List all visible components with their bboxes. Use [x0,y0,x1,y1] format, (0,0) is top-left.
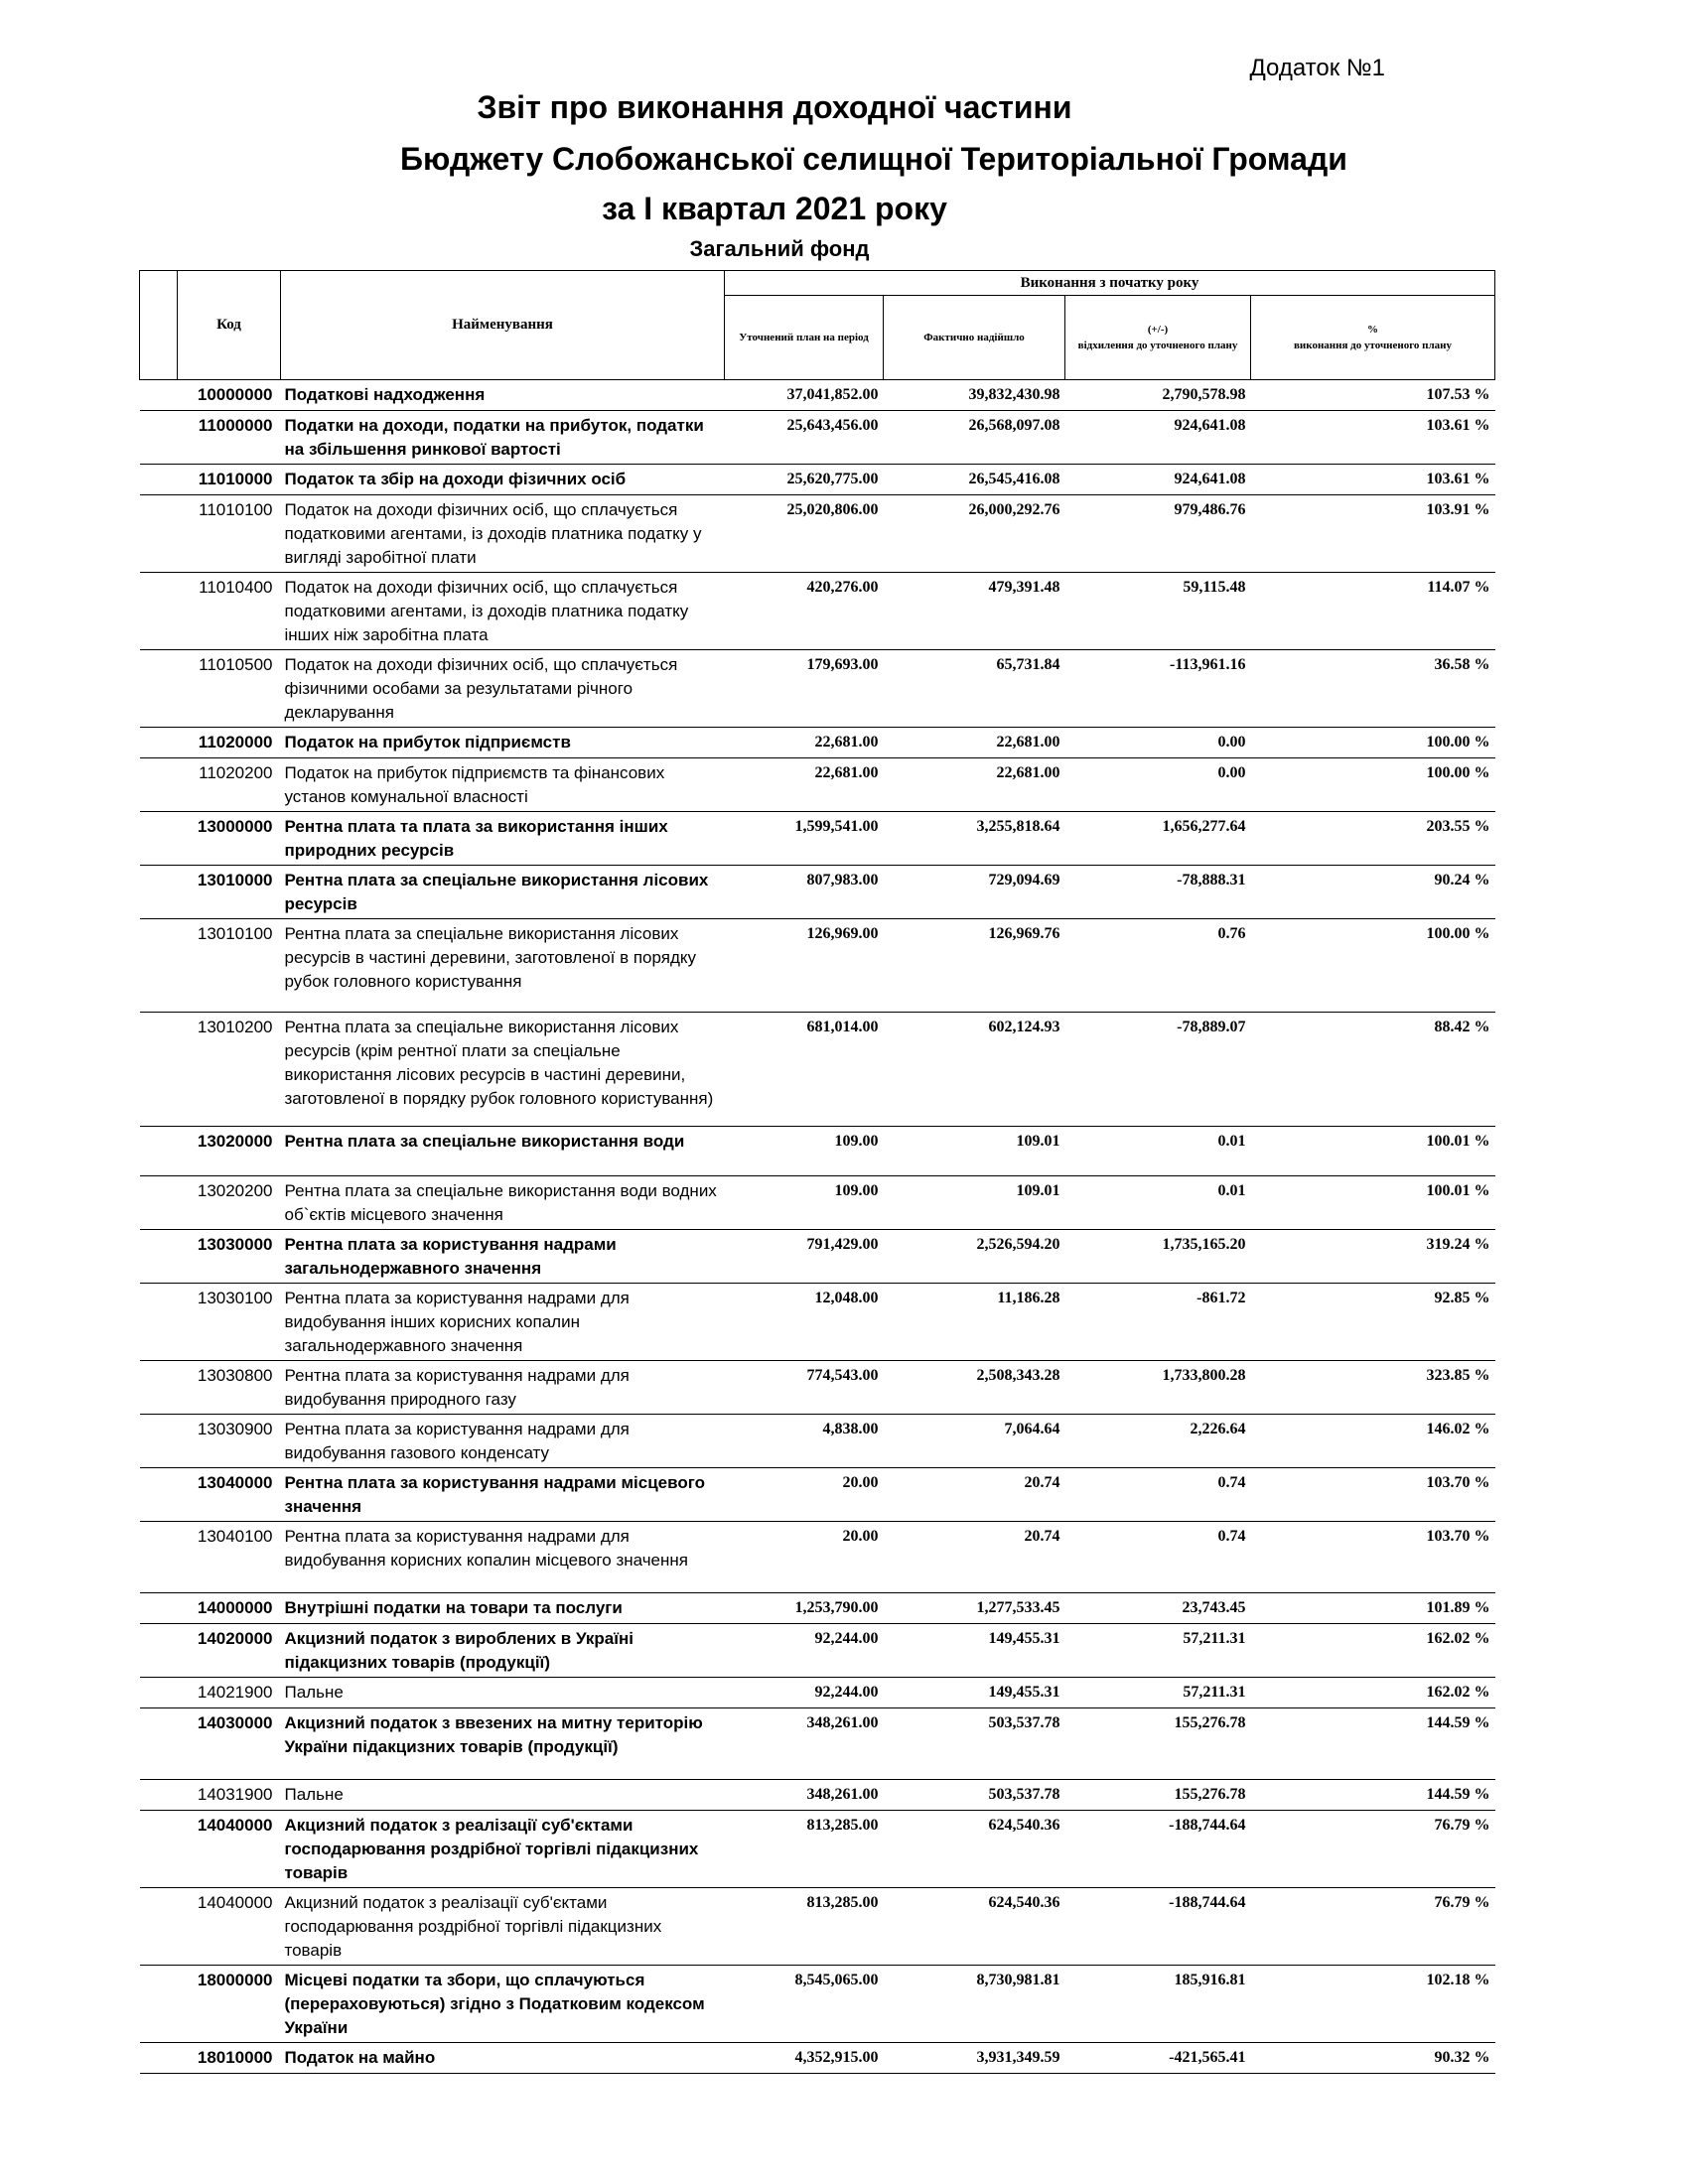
table-row [140,1013,1495,1127]
row-percent: 203.55 % [1251,812,1495,866]
row-blank-cell [140,1966,178,2043]
row-deviation: 979,486.76 [1065,495,1251,573]
row-plan: 126,969.00 [725,919,884,1013]
row-fact: 8,730,981.81 [884,1966,1065,2043]
report-title: Звіт про виконання доходної частини [477,89,1072,125]
row-percent: 323.85 % [1251,1361,1495,1415]
row-plan: 813,285.00 [725,1888,884,1966]
row-plan: 25,643,456.00 [725,411,884,465]
row-code: 11010500 [178,650,281,728]
row-fact: 26,000,292.76 [884,495,1065,573]
row-name: Пальне [281,1780,725,1811]
row-fact: 503,537.78 [884,1708,1065,1780]
row-name: Рентна плата за користування надрами для видобування природного газу [281,1361,725,1415]
deviation-header-text: відхилення до уточненого плану [1077,340,1238,351]
table-row [140,1708,1495,1780]
row-plan: 20.00 [725,1468,884,1522]
row-name: Рентна плата за користування надрами місцевого значення [281,1468,725,1522]
table-row [140,919,1495,1013]
row-deviation: 155,276.78 [1065,1708,1251,1780]
row-blank-cell [140,1230,178,1284]
row-deviation: 57,211.31 [1065,1678,1251,1708]
row-code: 14021900 [178,1678,281,1708]
table-row [140,1468,1495,1522]
row-percent: 144.59 % [1251,1780,1495,1811]
row-name: Місцеві податки та збори, що сплачуються (перераховуються) згідно з Податковим кодексом України [281,1966,725,2043]
row-code: 13040000 [178,1468,281,1522]
appendix-label: Додаток №1 [1249,55,1385,81]
row-code: 14000000 [178,1593,281,1624]
row-deviation: -188,744.64 [1065,1888,1251,1966]
table-row [140,495,1495,573]
row-blank-cell [140,812,178,866]
row-plan: 109.00 [725,1176,884,1230]
row-blank-cell [140,758,178,812]
table-row [140,1230,1495,1284]
row-plan: 22,681.00 [725,758,884,812]
row-blank-cell [140,495,178,573]
row-deviation: -78,888.31 [1065,866,1251,919]
row-deviation: -78,889.07 [1065,1013,1251,1127]
row-deviation: 1,656,277.64 [1065,812,1251,866]
row-plan: 681,014.00 [725,1013,884,1127]
table-row [140,728,1495,758]
row-fact: 624,540.36 [884,1811,1065,1888]
fund-label: Загальний фонд [689,236,870,261]
row-name: Рентна плата за спеціальне використання води водних об`єктів місцевого значення [281,1176,725,1230]
row-name: Рентна плата за користування надрами для видобування газового конденсату [281,1415,725,1468]
row-deviation: 0.00 [1065,728,1251,758]
row-name: Податок на прибуток підприємств [281,728,725,758]
row-plan: 1,599,541.00 [725,812,884,866]
row-percent: 102.18 % [1251,1966,1495,2043]
row-fact: 624,540.36 [884,1888,1065,1966]
row-percent: 100.01 % [1251,1176,1495,1230]
row-name: Рентна плата за користування надрами загальнодержавного значення [281,1230,725,1284]
row-code: 18010000 [178,2043,281,2074]
row-blank-cell [140,465,178,495]
row-name: Податок на доходи фізичних осіб, що сплачується податковими агентами, із доходів платника податку інших ніж заробітна плата [281,573,725,650]
percent-header [1251,296,1495,380]
row-deviation: 924,641.08 [1065,465,1251,495]
row-deviation: 924,641.08 [1065,411,1251,465]
row-blank-cell [140,1624,178,1678]
row-percent: 162.02 % [1251,1624,1495,1678]
row-code: 14020000 [178,1624,281,1678]
table-row [140,1593,1495,1624]
row-code: 14040000 [178,1811,281,1888]
row-code: 13030800 [178,1361,281,1415]
row-blank-cell [140,1678,178,1708]
row-plan: 22,681.00 [725,728,884,758]
row-deviation: 0.76 [1065,919,1251,1013]
table-row [140,1624,1495,1678]
row-fact: 26,545,416.08 [884,465,1065,495]
row-fact: 65,731.84 [884,650,1065,728]
blank-header [140,271,178,380]
report-period: за I квартал 2021 року [602,191,947,226]
row-deviation: -188,744.64 [1065,1811,1251,1888]
row-percent: 76.79 % [1251,1888,1495,1966]
row-fact: 22,681.00 [884,758,1065,812]
row-fact: 22,681.00 [884,728,1065,758]
row-code: 14031900 [178,1780,281,1811]
table-row [140,866,1495,919]
row-percent: 107.53 % [1251,380,1495,411]
row-fact: 3,931,349.59 [884,2043,1065,2074]
table-row [140,573,1495,650]
table-row [140,1811,1495,1888]
row-code: 18000000 [178,1966,281,2043]
row-name: Податкові надходження [281,380,725,411]
row-percent: 103.70 % [1251,1468,1495,1522]
row-percent: 319.24 % [1251,1230,1495,1284]
row-code: 13030100 [178,1284,281,1361]
deviation-header [1065,296,1251,380]
row-deviation: -421,565.41 [1065,2043,1251,2074]
row-blank-cell [140,866,178,919]
report-subtitle: Бюджету Слобожанської селищної Територіальної Громади [400,141,1347,177]
row-name: Акцизний податок з вироблених в Україні підакцизних товарів (продукції) [281,1624,725,1678]
row-plan: 348,261.00 [725,1708,884,1780]
row-name: Акцизний податок з реалізації суб'єктами господарювання роздрібної торгівлі підакцизних товарів [281,1888,725,1966]
row-name: Акцизний податок з реалізації суб'єктами господарювання роздрібної торгівлі підакцизних товарів [281,1811,725,1888]
row-fact: 3,255,818.64 [884,812,1065,866]
row-deviation: 185,916.81 [1065,1966,1251,2043]
row-name: Пальне [281,1678,725,1708]
row-percent: 92.85 % [1251,1284,1495,1361]
row-deviation: 1,733,800.28 [1065,1361,1251,1415]
row-blank-cell [140,650,178,728]
percent-header-sign: % [1367,323,1378,336]
row-blank-cell [140,1361,178,1415]
table-row [140,1176,1495,1230]
row-code: 14030000 [178,1708,281,1780]
row-name: Внутрішні податки на товари та послуги [281,1593,725,1624]
row-code: 11010400 [178,573,281,650]
row-plan: 813,285.00 [725,1811,884,1888]
row-plan: 25,020,806.00 [725,495,884,573]
table-row [140,411,1495,465]
row-plan: 92,244.00 [725,1624,884,1678]
table-row [140,380,1495,411]
row-name: Податок та збір на доходи фізичних осіб [281,465,725,495]
row-code: 13020000 [178,1127,281,1176]
row-percent: 90.24 % [1251,866,1495,919]
row-blank-cell [140,1811,178,1888]
table-row [140,758,1495,812]
row-plan: 420,276.00 [725,573,884,650]
table-row [140,2043,1495,2074]
row-fact: 11,186.28 [884,1284,1065,1361]
row-deviation: 0.00 [1065,758,1251,812]
table-row [140,465,1495,495]
table-row [140,1415,1495,1468]
row-plan: 4,838.00 [725,1415,884,1468]
row-fact: 20.74 [884,1522,1065,1593]
table-row [140,1678,1495,1708]
row-blank-cell [140,573,178,650]
table-row [140,1127,1495,1176]
row-percent: 100.01 % [1251,1127,1495,1176]
row-fact: 479,391.48 [884,573,1065,650]
row-blank-cell [140,2043,178,2074]
row-blank-cell [140,919,178,1013]
table-row [140,1522,1495,1593]
row-blank-cell [140,1013,178,1127]
row-fact: 2,508,343.28 [884,1361,1065,1415]
row-name: Податок на майно [281,2043,725,2074]
row-name: Рентна плата за спеціальне використання лісових ресурсів (крім рентної плати за спеціальне використання лісових ресурсів в частині деревини, заготовленої в порядку рубок головного користування) [281,1013,725,1127]
row-percent: 100.00 % [1251,728,1495,758]
row-code: 11010000 [178,465,281,495]
row-deviation: -113,961.16 [1065,650,1251,728]
row-name: Податки на доходи, податки на прибуток, податки на збільшення ринкової вартості [281,411,725,465]
row-percent: 146.02 % [1251,1415,1495,1468]
row-percent: 103.61 % [1251,411,1495,465]
row-percent: 103.61 % [1251,465,1495,495]
row-percent: 103.70 % [1251,1522,1495,1593]
row-plan: 1,253,790.00 [725,1593,884,1624]
row-fact: 26,568,097.08 [884,411,1065,465]
table-row [140,1284,1495,1361]
row-name: Рентна плата за спеціальне використання лісових ресурсів в частині деревини, заготовленої в порядку рубок головного користування [281,919,725,1013]
row-blank-cell [140,1284,178,1361]
row-percent: 114.07 % [1251,573,1495,650]
row-deviation: 2,790,578.98 [1065,380,1251,411]
row-code: 13000000 [178,812,281,866]
row-fact: 602,124.93 [884,1013,1065,1127]
row-percent: 90.32 % [1251,2043,1495,2074]
row-percent: 144.59 % [1251,1708,1495,1780]
row-plan: 25,620,775.00 [725,465,884,495]
row-name: Рентна плата за користування надрами для видобування інших корисних копалин загальнодержавного значення [281,1284,725,1361]
row-fact: 109.01 [884,1127,1065,1176]
row-code: 11020200 [178,758,281,812]
row-blank-cell [140,411,178,465]
row-blank-cell [140,1708,178,1780]
row-percent: 103.91 % [1251,495,1495,573]
row-deviation: 0.74 [1065,1468,1251,1522]
row-code: 13020200 [178,1176,281,1230]
row-percent: 100.00 % [1251,758,1495,812]
row-blank-cell [140,380,178,411]
table-row [140,1780,1495,1811]
row-fact: 20.74 [884,1468,1065,1522]
row-percent: 100.00 % [1251,919,1495,1013]
table-row [140,1888,1495,1966]
row-name: Податок на доходи фізичних осіб, що сплачується фізичними особами за результатами річного декларування [281,650,725,728]
row-code: 13030900 [178,1415,281,1468]
row-plan: 4,352,915.00 [725,2043,884,2074]
row-deviation: 2,226.64 [1065,1415,1251,1468]
row-fact: 126,969.76 [884,919,1065,1013]
row-deviation: -861.72 [1065,1284,1251,1361]
row-percent: 36.58 % [1251,650,1495,728]
table-row [140,650,1495,728]
row-deviation: 1,735,165.20 [1065,1230,1251,1284]
row-name: Податок на прибуток підприємств та фінансових установ комунальної власності [281,758,725,812]
row-code: 13030000 [178,1230,281,1284]
row-plan: 12,048.00 [725,1284,884,1361]
row-plan: 20.00 [725,1522,884,1593]
row-percent: 88.42 % [1251,1013,1495,1127]
row-name: Акцизний податок з ввезених на митну територію України підакцизних товарів (продукції) [281,1708,725,1780]
plan-header: Уточнений план на період [725,296,884,380]
row-deviation: 23,743.45 [1065,1593,1251,1624]
row-blank-cell [140,1780,178,1811]
row-name: Рентна плата та плата за використання інших природних ресурсів [281,812,725,866]
row-fact: 39,832,430.98 [884,380,1065,411]
row-fact: 1,277,533.45 [884,1593,1065,1624]
row-deviation: 59,115.48 [1065,573,1251,650]
row-blank-cell [140,1468,178,1522]
row-code: 10000000 [178,380,281,411]
row-blank-cell [140,1888,178,1966]
row-percent: 101.89 % [1251,1593,1495,1624]
table-body [140,380,1495,2074]
row-plan: 348,261.00 [725,1780,884,1811]
execution-group-header: Виконання з початку року [725,271,1495,296]
row-blank-cell [140,1522,178,1593]
row-code: 11020000 [178,728,281,758]
row-plan: 807,983.00 [725,866,884,919]
row-code: 14040000 [178,1888,281,1966]
row-blank-cell [140,1127,178,1176]
row-plan: 774,543.00 [725,1361,884,1415]
deviation-header-sign: (+/-) [1147,323,1169,336]
row-plan: 8,545,065.00 [725,1966,884,2043]
row-code: 13010000 [178,866,281,919]
row-fact: 729,094.69 [884,866,1065,919]
row-fact: 503,537.78 [884,1780,1065,1811]
row-blank-cell [140,1176,178,1230]
row-fact: 149,455.31 [884,1678,1065,1708]
row-name: Рентна плата за користування надрами для видобування корисних копалин місцевого значення [281,1522,725,1593]
row-code: 11000000 [178,411,281,465]
row-blank-cell [140,1415,178,1468]
row-fact: 7,064.64 [884,1415,1065,1468]
table-row [140,812,1495,866]
row-name: Рентна плата за спеціальне використання води [281,1127,725,1176]
revenue-table [139,270,1495,2074]
row-plan: 179,693.00 [725,650,884,728]
row-name: Податок на доходи фізичних осіб, що сплачується податковими агентами, із доходів платника податку у вигляді заробітної плати [281,495,725,573]
row-blank-cell [140,728,178,758]
row-deviation: 0.74 [1065,1522,1251,1593]
row-fact: 109.01 [884,1176,1065,1230]
row-name: Рентна плата за спеціальне використання лісових ресурсів [281,866,725,919]
fact-header: Фактично надійшло [884,296,1065,380]
name-header: Найменування [281,271,725,380]
row-plan: 92,244.00 [725,1678,884,1708]
row-percent: 162.02 % [1251,1678,1495,1708]
row-fact: 2,526,594.20 [884,1230,1065,1284]
table-row [140,1361,1495,1415]
percent-header-text: виконання до уточненого плану [1293,340,1453,351]
row-blank-cell [140,1593,178,1624]
row-plan: 791,429.00 [725,1230,884,1284]
row-plan: 37,041,852.00 [725,380,884,411]
row-deviation: 0.01 [1065,1176,1251,1230]
row-plan: 109.00 [725,1127,884,1176]
row-code: 13010200 [178,1013,281,1127]
row-code: 13010100 [178,919,281,1013]
row-percent: 76.79 % [1251,1811,1495,1888]
row-code: 11010100 [178,495,281,573]
row-code: 13040100 [178,1522,281,1593]
row-deviation: 0.01 [1065,1127,1251,1176]
row-deviation: 57,211.31 [1065,1624,1251,1678]
row-fact: 149,455.31 [884,1624,1065,1678]
row-deviation: 155,276.78 [1065,1780,1251,1811]
code-header: Код [178,271,281,380]
table-row [140,1966,1495,2043]
